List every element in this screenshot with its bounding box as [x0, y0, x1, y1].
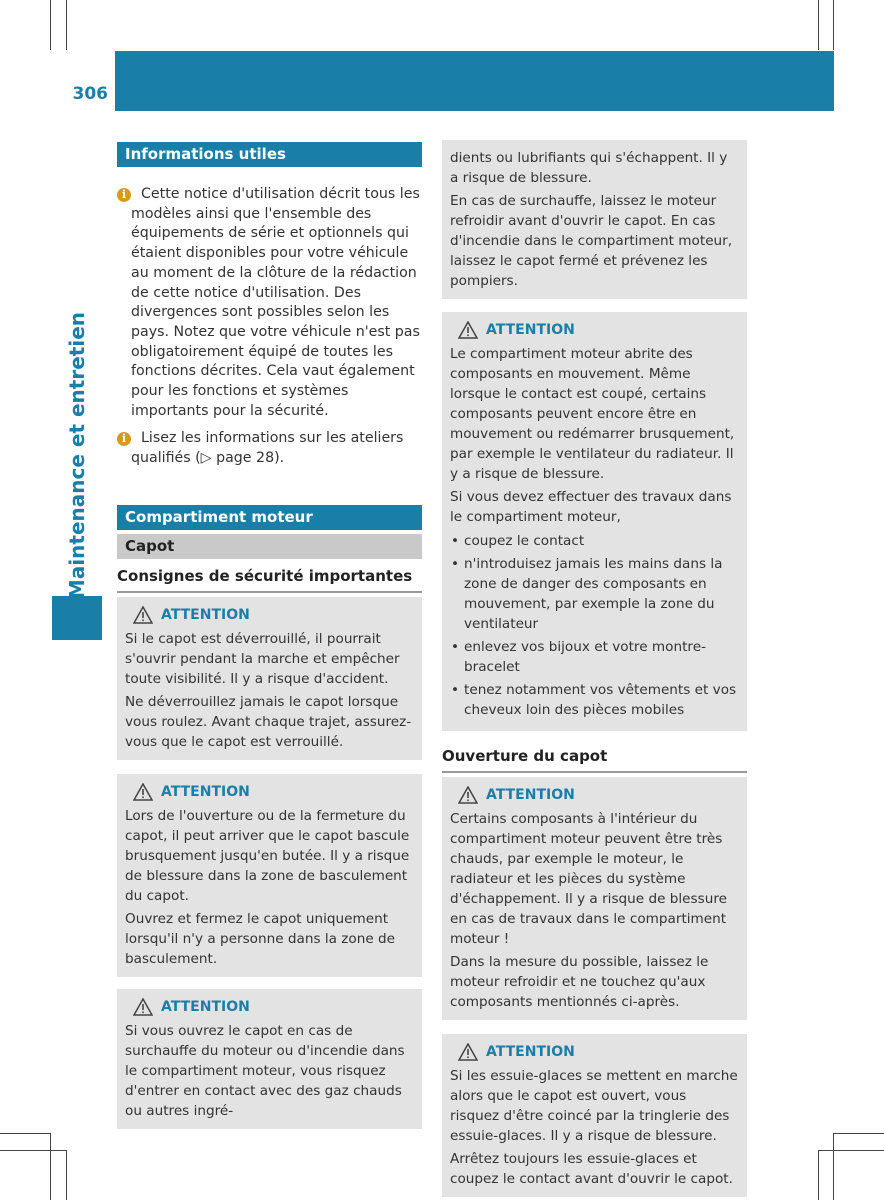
warning-title: [133, 782, 414, 802]
warning-text: Dans la mesure du possible, laissez le moteur refroidir et ne touchez qu'aux composants mentionnés ci-après.: [450, 954, 709, 1010]
info-text: Cette notice d'utilisation décrit tous les modèles ainsi que l'ensemble des équipements de série et optionnels qui étaient disponibles pour votre véhicule au moment de la clôture de la rédaction de cette notice d'utilisation. Des divergences sont possibles selon les pays. Notez que votre véhicule n'est pas obligatoirement équipé de toutes les fonctions décrites. Cela vaut également pour les fonctions et systèmes importants pour la sécurité.: [131, 186, 420, 419]
crop-mark: [834, 1133, 884, 1134]
warning-text: Si les essuie-glaces se mettent en marche alors que le capot est ouvert, vous risquez d'être coincé par la tringlerie des essuie-glaces. Il y a risque de blessure.: [450, 1068, 738, 1144]
warning-title: [458, 1042, 739, 1062]
warning-label: ATTENTION: [486, 1044, 575, 1060]
warning-label: ATTENTION: [161, 783, 250, 800]
warning-triangle-icon: [458, 321, 478, 339]
list-item: • tenez notamment vos vêtements et vos cheveux loin des pièces mobiles: [450, 680, 739, 720]
right-column: [442, 140, 747, 1197]
crop-mark: [833, 1133, 834, 1200]
warning-box-continued: [442, 140, 747, 299]
crop-mark: [0, 1150, 66, 1151]
warning-triangle-icon: [458, 1043, 478, 1061]
subsection-title-capot: Capot: [117, 534, 422, 559]
heading-opening: Ouverture du capot: [442, 739, 747, 773]
warning-label: ATTENTION: [161, 998, 250, 1015]
info-paragraph: [117, 185, 422, 421]
heading-safety: Consignes de sécurité importantes: [117, 559, 422, 593]
warning-triangle-icon: [133, 606, 153, 624]
crop-mark: [833, 0, 834, 50]
side-label: [52, 312, 102, 600]
warning-text: Ouvrez et fermez le capot uniquement lorsqu'il n'y a personne dans la zone de basculement.: [125, 910, 396, 967]
warning-box: [117, 597, 422, 760]
list-item: • n'introduisez jamais les mains dans la zone de danger des composants en mouvement, par exemple la zone du ventilateur: [450, 554, 739, 634]
crop-mark: [66, 0, 67, 50]
section-title-info: Informations utiles: [117, 142, 422, 167]
warning-triangle-icon: [133, 998, 153, 1016]
warning-text: En cas de surchauffe, laissez le moteur refroidir avant d'ouvrir le capot. En cas d'incendie dans le compartiment moteur, laissez le capot fermé et prévenez les pompiers.: [450, 193, 733, 289]
warning-box: [117, 774, 422, 977]
crop-mark: [818, 0, 819, 50]
side-label-text: Maintenance et entretien: [65, 312, 89, 600]
chapter-title: Compartiment moteur: [128, 82, 366, 104]
crop-mark: [818, 1150, 884, 1151]
warning-title: [458, 320, 739, 340]
warning-text: Certains composants à l'intérieur du compartiment moteur peuvent être très chauds, par exemple le moteur, le radiateur et les pièces du système d'échappement. Il y a risque de blessure en cas de travaux dans le compartiment moteur !: [450, 811, 727, 947]
list-item: • coupez le contact: [450, 531, 739, 551]
crop-mark: [50, 1133, 51, 1200]
warning-label: ATTENTION: [486, 322, 575, 338]
warning-text: dients ou lubrifiants qui s'échappent. Il y a risque de blessure.: [450, 150, 728, 186]
warning-box: [442, 777, 747, 1020]
warning-triangle-icon: [133, 783, 153, 801]
warning-text: Si vous ouvrez le capot en cas de surchauffe du moteur ou d'incendie dans le compartiment moteur, vous risquez d'entrer en contact avec des gaz chauds ou autres ingré-: [125, 1022, 405, 1119]
warning-box: [442, 1034, 747, 1197]
warning-text: Arrêtez toujours les essuie-glaces et coupez le contact avant d'ouvrir le capot.: [450, 1151, 733, 1187]
crop-mark: [0, 1133, 50, 1134]
warning-box: [442, 312, 747, 731]
warning-text: Si vous devez effectuer des travaux dans le compartiment moteur,: [450, 489, 732, 525]
page-number: 306: [72, 84, 108, 104]
info-icon: i: [117, 432, 131, 446]
section-title-compartment: Compartiment moteur: [117, 505, 422, 530]
warning-text: Si le capot est déverrouillé, il pourrait s'ouvrir pendant la marche et empêcher toute visibilité. Il y a risque d'accident.: [125, 630, 400, 687]
warning-title: [458, 785, 739, 805]
warning-text: Ne déverrouillez jamais le capot lorsque vous roulez. Avant chaque trajet, assurez-vous que le capot est verrouillé.: [125, 693, 412, 750]
warning-triangle-icon: [458, 786, 478, 804]
warning-text: Le compartiment moteur abrite des composants en mouvement. Même lorsque le contact est coupé, certains composants peuvent encore être en mouvement ou redémarrer brusquement, par exemple le ventilateur du radiateur. Il y a risque de blessure.: [450, 346, 735, 482]
warning-title: [133, 997, 414, 1017]
crop-mark: [50, 0, 51, 50]
warning-label: ATTENTION: [486, 787, 575, 803]
list-item: • enlevez vos bijoux et votre montre-bracelet: [450, 637, 739, 677]
warning-title: [133, 605, 414, 625]
warning-box: [117, 989, 422, 1129]
info-icon: i: [117, 188, 131, 202]
crop-mark: [818, 1150, 819, 1200]
left-column: [117, 142, 422, 1129]
info-text: Lisez les informations sur les ateliers qualifiés (▷ page 28).: [131, 430, 404, 467]
info-paragraph: [117, 429, 422, 468]
bullet-list: [450, 531, 739, 720]
warning-label: ATTENTION: [161, 606, 250, 623]
crop-mark: [66, 1150, 67, 1200]
warning-text: Lors de l'ouverture ou de la fermeture du capot, il peut arriver que le capot bascule brusquement jusqu'en butée. Il y a risque de blessure dans la zone de basculement du capot.: [125, 807, 410, 904]
